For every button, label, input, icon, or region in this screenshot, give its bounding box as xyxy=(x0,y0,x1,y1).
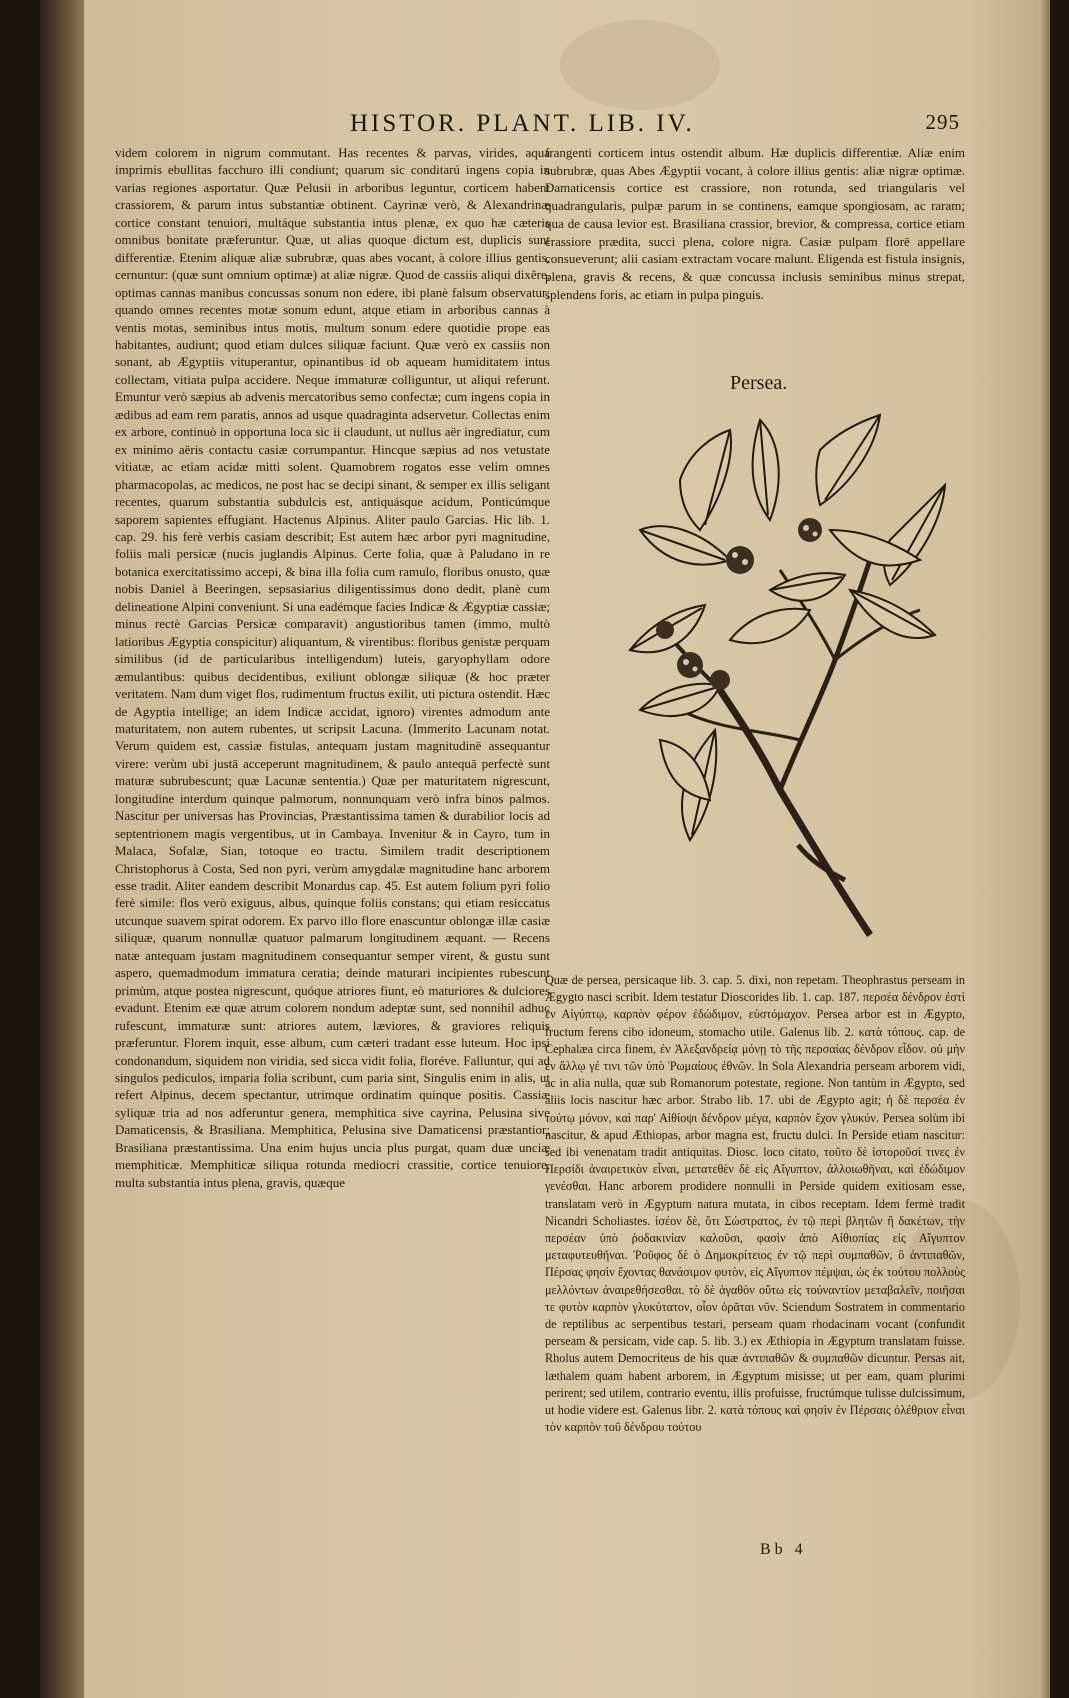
page-edge xyxy=(1038,0,1050,1698)
signature-mark: Bb 4 xyxy=(760,1541,807,1558)
page-number: 295 xyxy=(925,110,960,134)
book-page xyxy=(40,0,1050,1698)
persea-branch-illustration xyxy=(620,410,950,950)
illustration-caption: Persea. xyxy=(730,372,788,394)
right-bottom-text: Quæ de persea, persicaque lib. 3. cap. 5. dixi, non repetam. Theophrastus perseam in Ægygto nasci scribit. Idem testatur Dioscorides lib. 1. cap. 187. περσέα δένδρον ἐστὶ ἐν Αἰγύπτῳ, καρπὸν φέρον ἐδώδιμον, εὐστόμαχον. Persea arbor est in Ægypto, fructum ferens cibo idoneum, stomacho utile. Galenus lib. 2. κατὰ τόπους. cap. de Cephalæa circa finem, ἐν Ἀλεξανδρείᾳ μόνῃ τὸ τῆς περσαίας δένδρον εἶδον. οὐ μὴν ἐν ἄλλῳ γέ τινι τῶν ὑπὸ Ῥωμαίους ἐθνῶν. In Sola Alexandria perseam arborem vidi, ac in alia nulla, quæ sub Romanorum potestate, regione. Non tantùm in Ægypto, sed aliis locis nascitur hæc arbor. Strabo lib. 17. ubi de Ægypto agit; ἡ δὲ περσέα ἐν τούτῳ μόνον, καὶ παρ' Αἰθίοψι δένδρον μέγα, καρπὸν ἔχον γλυκύν. Persea solùm ibi nascitur, & apud Æthiopas, arbor magna est, fructu dulci. In Perside etiam nascitur: sed ibi venenatam tradit antiquitas. Diosc. loco citato, τοῦτο δὲ ἱστοροῦσί τινες ἐν Περσίδι ἀναιρετικὸν εἶναι, μετατεθὲν δὲ εἰς Αἴγυπτον, ἀλλοιωθῆναι, καὶ ἐδώδιμον γενέσθαι. Hanc arborem prodidere nonnulli in Perside quidem exitiosam esse, translatam verò in Ægyptum natura mutata, in cibos receptam. Idem fermè tradit Nicandri Scholiastes. ἰσέον δὲ, ὅτι Σώστρατος, ἐν τῷ περὶ βλητῶν ἢ δακέτων, τὴν περσέαν ὑπὸ ῥοδακινίαν καλοῦσι, φασὶν ἀπὸ Αἰθιοπίας εἰς Αἴγυπτον μεταφυτευθῆναι. Ῥοῦφος δὲ ὁ Δημοκρίτειος ἐν τῷ περὶ συμπαθῶν, ὃ ἀντιπαθῶν, Πέρσας φησὶν ἔχοντας θανάσιμον φυτὸν, εἰς Αἴγυπτον πέμψαι, ὡς ἐκ τούτου πολλοὺς μελλόντων ἀναιρεθήσεσθαι. τὸ δὲ ἀγαθὸν οὕτω εἰς τοὐναντίον μεταβαλεῖν, ποιῆσαι τε φυτὸν καρπὸν γλυκύτατον, οἷον ὁρᾶται νῦν. Sciendum Sostratem in commentario de reptilibus ac serpentibus testari, perseam quam rhodacinam vocant (confundit perseam & persicam, vide cap. 5. lib. 3.) ex Æthiopia in Ægyptum translatam fuisse. Rholus autem Democriteus de his quæ ἀντιπαθῶν & συμπαθῶν dicuntur. Persas ait, læthalem quam habent arborem, in Ægyptum misisse; ut per eam, quam plurimi perirent; sed utilem, contrario eventu, illis profuisse, fructúmque tulisse dulcissimum, ut hodie videre est. Galenus libr. 2. κατὰ τόπους καὶ φησὶν ἐν Πέρσαις ὀλέθριον εἶναι τὸν καρπὸν τοῦ δένδρου τούτου xyxy=(545,973,965,1435)
paper-stain xyxy=(560,20,720,110)
left-column-text: videm colorem in nigrum commutant. Has recentes & parvas, virides, aqua imprimis ebullitas facchuro illi condiunt; quarum sic conditarú ingens copia in varias regiones asportatur. Quæ Pelusii in arboribus leguntur, corticem habent crassiorem, & parum intus substantiæ obtinent. Cayrinæ verò, & Alexandrinæ cortice constant tenuiori, multáque substantia intus plenæ, ex quo hæ cæteris omnibus bonitate præferuntur. Quæ, ut alias quoque dictum est, duplicis sunt differentiæ. Etenim aliquæ aliæ subrubræ, quas abes vocant, à colore illius gentis, cernuntur: (quæ sunt omnium optimæ) at aliæ nigræ. Quod de cassiis aliqui dixêre, optimas cannas manibus concussas sonum non edere, ibi planè falsum observatur; quando omnes recentes motæ sonum edunt, atque etiam in arboribus cannas à ventis motas, seminibus intus motis, multum sonum edere quotidie prope eas habitantes, audiunt; quod etiam dulces siliquæ faciunt. Quæ verò ex cassiis non sonant, ab Ægyptiis vituperantur, opinantibus id ob aqueam humiditatem intus collectam, vitiata pulpa accidere. Neque immaturæ colliguntur, ut aliqui referunt. Emuntur verò sæpius ab advenis mercatoribus semo confectæ; cum ingens copia in ædibus ad eam rem paratis, annos ad usque quadraginta adservetur. Collectas enim ex arbore, continuò in opportuna loca sic ii claudunt, ut nullus aër ingrediatur, cum ex minimo aëris contactu casiæ corrumpantur. Hincque sæpius ad nos vetustate vitiatæ, ac etiam acidæ mitti solent. Quamobrem rogatos esse velim omnes pharmacopolas, ac medicos, ne post hac se decipi sinant, & semper ex illis seligant recentes, quarum substantia subdulcis est, antiquásque acidum, Ponticúmque saporem sapientes effugiant. Hactenus Alpinus. Aliter paulo Garcias. Hic lib. 1. cap. 29. his ferè verbis casiam describit; Est autem hæc arbor pyri magnitudine, foliis mali persicæ (nucis juglandis Alpinus. Certe folia, quæ à Paludano in re botanica exercitatissimo accepi, & bina illa folia cum ramulo, floribus onusto, quæ nobis Daniel à Beeringen, sepsasiarius diligentissimus dono dedit, planè cum delineatione Alpini conveniunt. Si una eadémque facies Indicæ & Ægyptiæ cassiæ; minus rectè Garcias Persicæ comparavit) angustioribus tamen (immo, multò latioribus Ægyptia conspicitur) aliquantum, & virentibus: floribus genistæ perquam similibus (id de particularibus intelligendum) luteis, garyophyllam odore æmulantibus: quibus decidentibus, exiliunt oblongæ siliquæ (& hoc præter veritatem. Nam dum viget flos, rudimentum fructus exilit, uti pictura ostendit. Hæc de Agyptia intellige; an idem Indicæ accidat, ignoro) virentes admodum ante maturitatem, non autem rubentes, ut scripsit Lacuna. (Immerito Lacunam notat. Verum quidem est, cassiæ fistulas, antequam justam magnitudinē assequantur virere: verùm ubi justā acceperunt magnitudinem, & paulo antequā perfectè sunt maturæ subrubescunt; quæ Lacunæ sententia.) Quæ per maturitatem nigrescunt, longitudine interdum quinque palmorum, nonnunquam verò infra binos palmos. Nascitur per universas has Provincias, Præstantissima tamen & durabilior locis ad septentrionem magis vergentibus, ut in Cambaya. Invenitur & in Cayro, tum in Malaca, Sofalæ, Sian, totoque eo tractu. Similem tradit descriptionem Christophorus à Costa, Sed non pyri, verùm amygdalæ magnitudine hanc arborem esse tradit. Aliter eandem describit Monardus cap. 45. Est autem folium pyri folio ferè simile: flos verò exiguus, albus, quinque foliis constans; qui etiam resiccatus utcunque suavem spirat odorem. Ex parvo illo flore enascuntur oblongæ illæ casiæ siliquæ, quarum nonnullæ quatuor palmarum longitudinem æquant. — Recens natæ antequam justam magnitudinem consequantur semper virent, & gustu sunt aspero, quemadmodum immatura ceratia; deinde maturari incipientes rubescunt primùm, atque postea nigrescunt, quóque atriores fiunt, eò maturiores & dulciores evadunt. Etenim eæ quæ atrum colorem nondum adeptæ sunt, sed nonnihil adhuc rufescunt, immaturæ sunt: atriores autem, læviores, & graviores reliquis præferuntur. Florem inquit, esse album, cum cæteri tradant esse luteum. Hoc ipsi condonandum, siquidem non viridia, sed sicca vidit folia, floréve. Falluntur, qui ad singulos pediculos, imparia folia scribunt, cum paria sint, Singulis enim in alis, ut refert Alpinus, decem spectantur, utrimque ordinatim quinque positis. Cassiæ syliquæ tria ad nos adferuntur genera, memphitica sive cayrina, Pelusina sive Damaticensis, & Brasiliana. Memphitica, Pelusina sive Damaticensi præstantior; Brasiliana præstantissima. Una enim hujus uncia plus purgat, quam duæ unciæ memphiticæ. Memphiticæ siliqua rotunda mediocri crassitie, cortice tenuiore, multa substantia intus plena, gravis, quæque xyxy=(115,145,550,1190)
running-header xyxy=(310,110,980,140)
right-column-top xyxy=(545,144,965,303)
left-column xyxy=(115,144,550,1549)
header-title: HISTOR. PLANT. LIB. IV. xyxy=(350,110,695,137)
right-column-bottom xyxy=(545,972,965,1562)
binding-shadow xyxy=(40,0,84,1698)
right-top-text: frangenti corticem intus ostendit album. Hæ duplicis differentiæ. Aliæ enim subrubræ, quas Abes Ægyptii vocant, à colore illius gentis: aliæ nigræ optimæ. Damaticensis cortice est crassiore, non rotunda, sed triangularis vel quadrangularis, pulpæ parum in se continens, eamque spongiosam, ac raram; qua de causa levior est. Brasiliana crassior, brevior, & compressa, cortice etiam crassiore prædita, succi plena, colore nigra. Casiæ pulpam florē appellare consueverunt; alii casiam extractam vocare malunt. Eligenda est fistula insignis, plena, gravis & recens, & quæ concussa inclusis seminibus minus strepat, splendens foris, ac etiam in pulpa pinguis. xyxy=(545,145,965,302)
